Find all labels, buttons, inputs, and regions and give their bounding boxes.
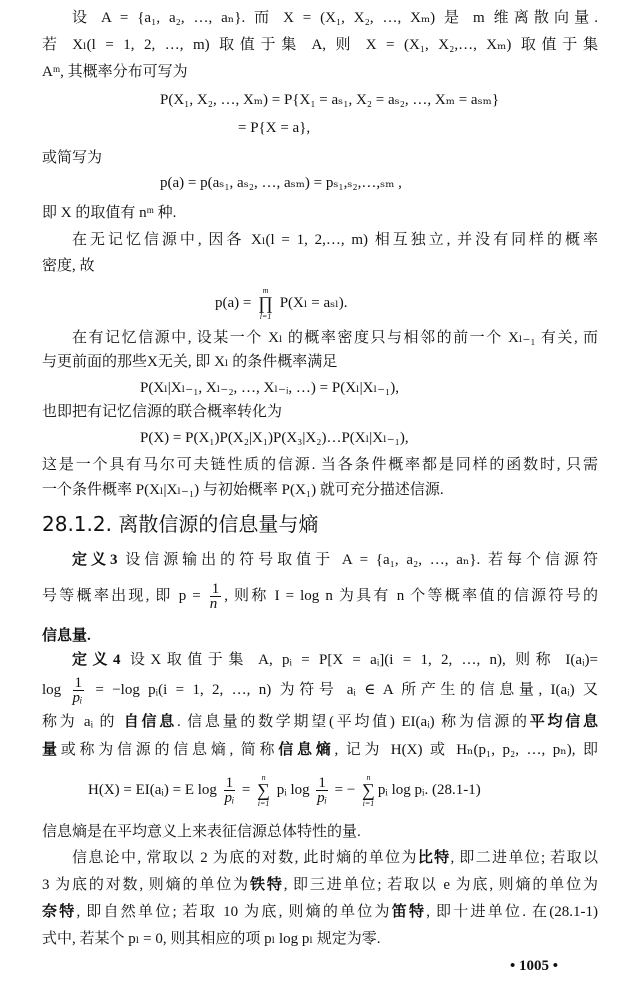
text-run: 在有记忆信源中, 设某一个 Xₗ 的概率密度只与相邻的前一个 Xₗ₋₁ 有关, 而 [72,330,598,346]
section-heading: 28.1.2. 离散信源的信息量与熵 [42,512,319,536]
denominator: pᵢ [317,790,328,807]
text-run: pᵢ log [272,782,314,798]
text-run: = P{X = a}, [238,120,311,136]
text-run: 设 A = {a₁, a₂, …, aₙ}. 而 X = (X₁, X₂, …, Xₘ) 是 m 维离散向量. [72,10,598,26]
text-run: , 即十进单位. 在(28.1-1) [426,904,598,920]
big-operator [258,286,273,321]
text-run: 与更前面的那些X无关, 即 Xₗ 的条件概率满足 [42,354,338,370]
text-line [42,62,598,82]
text-line [42,875,598,895]
text-run: 设信源输出的符号取值于 A = {a₁, a₂, …, aₙ}. 若每个信源符 [117,552,598,568]
text-line [42,712,598,732]
product-symbol: ∏ [258,293,273,314]
text-run: = − [330,782,360,798]
bold-term: 笛特 [391,904,427,920]
text-run: 密度, 故 [42,258,95,274]
big-operator [257,773,270,808]
text-run: = −log pᵢ(i = 1, 2, …, n) 为符号 aᵢ ∈ A 所产生的信息量, I(aᵢ) 又 [87,682,598,698]
text-line [42,480,598,500]
equation [140,378,399,398]
text-line [72,230,598,250]
text-run: P(X₁, X₂, …, Xₘ) = P{X₁ = aₛ₁, X₂ = aₛ₂, …, Xₘ = aₛₘ} [160,92,500,108]
big-operator [362,773,375,808]
text-run: P(Xₗ = aₛₗ). [275,295,348,311]
text-run: , 记为 H(X) 或 Hₙ(p₁, p₂, …, pₙ), 即 [334,742,598,758]
upper-limit: n [261,773,266,783]
text-run: , 则称 I = log n 为具有 n 个等概率值的信源符号的 [224,588,599,604]
bold-term: 奈特 [42,904,77,920]
text-run: P(X) = P(X₁)P(X₂|X₁)P(X₃|X₂)…P(Xₗ|Xₗ₋₁), [140,430,409,446]
bold-term: 自信息 [123,714,177,730]
text-run: 式中, 若某个 pₗ = 0, 则其相应的项 pₗ log pₗ 规定为零. [42,931,381,947]
entropy-equation [88,770,481,810]
text-run: 也即把有记忆信源的联合概率转化为 [42,404,283,420]
fraction [73,676,85,705]
lower-limit: i=1 [362,799,375,809]
text-run: 在无记忆信源中, 因各 Xₗ(l = 1, 2,…, m) 相互独立, 并没有同样的概率 [72,232,598,248]
numerator: 1 [211,581,220,598]
equation [160,173,402,193]
text-run: pᵢ log pᵢ. (28.1-1) [377,782,481,798]
text-line [42,822,598,842]
text-line [42,148,598,168]
bold-term: 平均信息 [529,714,598,730]
text-run: 若 Xₗ(l = 1, 2, …, m) 取值于集 A, 则 X = (X₁, X₂,…, Xₘ) 取值于集 [42,37,598,53]
bold-term: 铁特 [249,877,284,893]
text-run: H(X) = EI(aᵢ) = E log [88,782,221,798]
numerator: 1 [225,775,234,792]
text-run: 即 X 的取值有 nᵐ 种. [42,205,177,221]
text-line [42,674,598,706]
text-run: p(a) = p(aₛ₁, aₛ₂, …, aₛₘ) = pₛ₁,ₛ₂,…,ₛₘ , [160,175,402,191]
text-run: 或称为信源的信息熵, 简称 [60,742,279,758]
numerator: 1 [74,675,83,692]
text-run: 信息熵是在平均意义上来表征信源总体特性的量. [42,824,361,840]
text-line [42,740,598,760]
text-run: , 即二进单位; 若取以 [450,850,598,866]
text-run: , 即自然单位; 若取 10 为底, 则熵的单位为 [76,904,392,920]
equation [160,90,499,110]
page-number: • 1005 • [510,958,559,974]
text-line [42,402,598,422]
text-run: 信息论中, 常取以 2 为底的对数, 此时熵的单位为 [72,850,418,866]
bold-term: 量 [42,742,61,758]
bold-term: 信息量. [42,628,91,644]
denominator: n [209,596,218,613]
lower-limit: i=1 [257,799,270,809]
text-line [42,929,598,949]
text-run: 一个条件概率 P(Xₗ|Xₗ₋₁) 与初始概率 P(X₁) 就可充分描述信源. [42,482,444,498]
bold-term: 信息熵 [278,742,335,758]
text-run: 称为 aᵢ 的 [42,714,124,730]
sum-symbol: ∑ [257,780,270,801]
text-run: log [42,682,70,698]
lower-limit: l=1 [259,312,272,322]
text-line [72,328,598,348]
denominator: pᵢ [224,790,235,807]
bold-term: 定义4 [72,652,121,668]
text-line [42,626,598,646]
text-run: 3 为底的对数, 则熵的单位为 [42,877,250,893]
upper-limit: m [262,286,269,296]
bold-term: 比特 [417,850,451,866]
text-run: 号等概率出现, 即 p = [42,588,207,604]
denominator: pᵢ [72,690,83,707]
fraction [224,776,236,805]
equation [140,428,409,448]
text-run: P(Xₗ|Xₗ₋₁, Xₗ₋₂, …, Xₗ₋ᵢ, …) = P(Xₗ|Xₗ₋₁), [140,380,400,396]
text-line [42,203,598,223]
text-run: . 信息量的数学期望(平均值) EI(aᵢ) 称为信源的 [176,714,530,730]
text-run: , 即三进单位; 若取以 e 为底, 则熵的单位为 [283,877,598,893]
text-line [42,455,598,475]
sum-symbol: ∑ [362,780,375,801]
fraction [316,776,328,805]
definition-text [72,550,598,570]
equation [238,118,310,138]
text-line [42,35,598,55]
equation [215,284,348,322]
upper-limit: n [366,773,371,783]
text-run: 或简写为 [42,150,103,166]
text-line [72,8,598,28]
text-line [42,256,598,276]
numerator: 1 [318,775,326,792]
fraction [210,582,222,611]
bold-term: 定义3 [72,552,118,568]
text-run: p(a) = [215,295,256,311]
text-run: 设X取值于集 A, pᵢ = P[X = aᵢ](i = 1, 2, …, n), 则称 I(aᵢ)= [120,652,598,668]
text-line [42,352,598,372]
text-run: Aᵐ, 其概率分布可写为 [42,64,188,80]
text-line [42,902,598,922]
definition-text [72,650,598,670]
text-line [42,580,598,612]
text-line [72,848,598,868]
text-run: 这是一个具有马尔可夫链性质的信源. 当各条件概率都是同样的函数时, 只需 [42,457,598,473]
text-run: = [238,782,255,798]
